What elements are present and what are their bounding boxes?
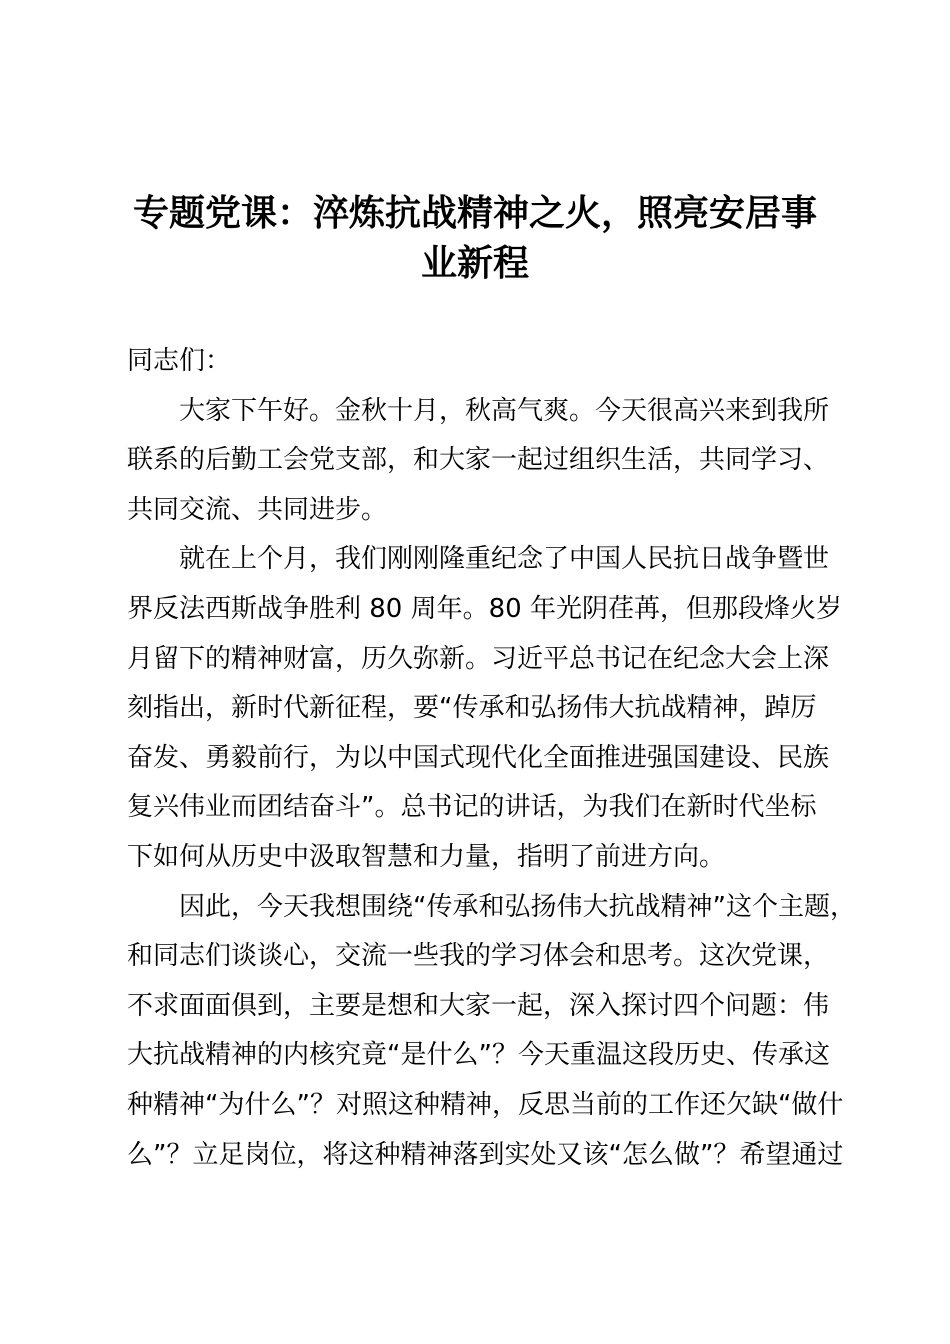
paragraph-line: 不求面面俱到，主要是想和大家一起，深入探讨四个问题：伟	[127, 990, 830, 1021]
paragraph-line: 大家下午好。金秋十月，秋高气爽。今天很高兴来到我所	[179, 395, 830, 426]
paragraph-line: 月留下的精神财富，历久弥新。习近平总书记在纪念大会上深	[127, 643, 830, 674]
paragraph-line: 下如何从历史中汲取智慧和力量，指明了前进方向。	[127, 841, 726, 872]
paragraph	[127, 883, 856, 1181]
paragraph-line: 就在上个月，我们刚刚隆重纪念了中国人民抗日战争暨世	[179, 544, 830, 575]
document-body	[127, 337, 856, 1180]
paragraph-line: 联系的后勤工会党支部，和大家一起过组织生活，共同学习、	[127, 445, 830, 476]
paragraph	[127, 535, 847, 882]
paragraph-line: 复兴伟业而团结奋斗”。总书记的讲话，为我们在新时代坐标	[127, 792, 817, 823]
paragraph-line: 奋发、勇毅前行，为以中国式现代化全面推进强国建设、民族	[127, 742, 830, 773]
salutation: 同志们：	[127, 346, 232, 376]
paragraph-line: 大抗战精神的内核究竟“是什么”？今天重温这段历史、传承这	[127, 1040, 830, 1071]
paragraph-line: 种精神“为什么”？对照这种精神，反思当前的工作还欠缺“做什	[127, 1089, 844, 1120]
title-line: 专题党课：淬炼抗战精神之火，照亮安居事	[132, 192, 817, 234]
paragraph-line: 因此，今天我想围绕“传承和弘扬伟大抗战精神”这个主题，	[179, 891, 856, 922]
paragraph-line: 共同交流、共同进步。	[127, 494, 388, 525]
paragraph	[127, 387, 847, 536]
document-title	[100, 188, 850, 288]
title-line: 业新程	[420, 242, 529, 284]
paragraph-line: 界反法西斯战争胜利 80 周年。80 年光阴荏苒，但那段烽火岁	[127, 593, 842, 624]
paragraph-line: 和同志们谈谈心，交流一些我的学习体会和思考。这次党课，	[127, 941, 830, 972]
paragraph-line: 么”？立足岗位，将这种精神落到实处又该“怎么做”？希望通过	[127, 1139, 844, 1170]
paragraph-line: 刻指出，新时代新征程，要“传承和弘扬伟大抗战精神，踔厉	[127, 693, 817, 724]
